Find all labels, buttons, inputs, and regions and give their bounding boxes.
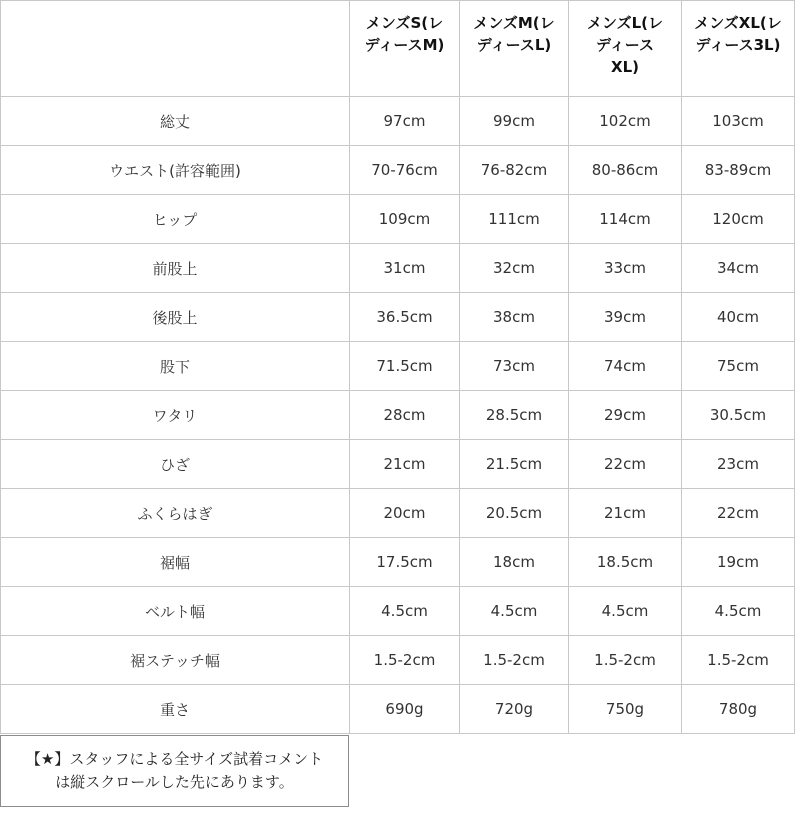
measurement-value: 20cm [350,489,460,538]
measurement-value: 4.5cm [682,587,795,636]
measurement-value: 111cm [460,195,569,244]
measurement-value: 1.5-2cm [682,636,795,685]
measurement-value: 70-76cm [350,146,460,195]
measurement-label: 重さ [1,685,350,734]
size-column-header [569,1,682,97]
measurement-label: ベルト幅 [1,587,350,636]
measurement-value: 1.5-2cm [569,636,682,685]
measurement-value: 18.5cm [569,538,682,587]
size-column-header [350,1,460,97]
measurement-value: 40cm [682,293,795,342]
measurement-value: 20.5cm [460,489,569,538]
measurement-label: 総丈 [1,97,350,146]
size-column-header-line: ディース [595,36,655,54]
measurement-value: 29cm [569,391,682,440]
note-line-1: 【★】スタッフによる全サイズ試着コメント [25,750,324,768]
measurement-value: 19cm [682,538,795,587]
measurement-value: 1.5-2cm [350,636,460,685]
size-column-header [682,1,795,97]
table-row [1,587,795,636]
measurement-value: 73cm [460,342,569,391]
measurement-value: 103cm [682,97,795,146]
table-row [1,636,795,685]
table-row [1,391,795,440]
measurement-value: 99cm [460,97,569,146]
table-row [1,538,795,587]
measurement-value: 22cm [682,489,795,538]
measurement-value: 28cm [350,391,460,440]
table-row [1,489,795,538]
table-row [1,685,795,734]
table-row [1,146,795,195]
measurement-value: 114cm [569,195,682,244]
header-row [1,1,795,97]
measurement-value: 102cm [569,97,682,146]
measurement-value: 17.5cm [350,538,460,587]
measurement-value: 71.5cm [350,342,460,391]
measurement-value: 4.5cm [350,587,460,636]
measurement-value: 720g [460,685,569,734]
table-row [1,293,795,342]
size-column-header-line: メンズS(レ [365,14,444,32]
measurement-label: 前股上 [1,244,350,293]
measurement-value: 109cm [350,195,460,244]
size-column-header-line: ディースL) [476,36,552,54]
measurement-value: 33cm [569,244,682,293]
measurement-label: 後股上 [1,293,350,342]
measurement-value: 30.5cm [682,391,795,440]
measurement-value: 97cm [350,97,460,146]
size-chart-body [1,97,795,734]
measurement-label: ワタリ [1,391,350,440]
measurement-value: 76-82cm [460,146,569,195]
measurement-value: 690g [350,685,460,734]
table-row [1,195,795,244]
measurement-label: 股下 [1,342,350,391]
size-column-header-line: ディースM) [364,36,445,54]
measurement-value: 38cm [460,293,569,342]
measurement-value: 28.5cm [460,391,569,440]
measurement-value: 23cm [682,440,795,489]
table-row [1,97,795,146]
size-column-header-line: メンズL(レ [587,14,663,32]
measurement-value: 22cm [569,440,682,489]
table-row [1,244,795,293]
measurement-value: 80-86cm [569,146,682,195]
size-chart-header [1,1,795,97]
measurement-value: 4.5cm [569,587,682,636]
measurement-value: 74cm [569,342,682,391]
measurement-value: 4.5cm [460,587,569,636]
measurement-value: 34cm [682,244,795,293]
measurement-value: 83-89cm [682,146,795,195]
measurement-label: ヒップ [1,195,350,244]
measurement-value: 21cm [569,489,682,538]
measurement-value: 750g [569,685,682,734]
measurement-label: ふくらはぎ [1,489,350,538]
staff-comment-note [0,735,349,807]
measurement-label: 裾幅 [1,538,350,587]
measurement-label: ウエスト(許容範囲) [1,146,350,195]
measurement-value: 1.5-2cm [460,636,569,685]
measurement-label: ひざ [1,440,350,489]
measurement-value: 36.5cm [350,293,460,342]
table-row [1,342,795,391]
measurement-value: 32cm [460,244,569,293]
size-column-header-line: メンズXL(レ [694,14,782,32]
size-column-header-line: XL) [611,58,639,76]
note-line-2: は縦スクロールした先にあります。 [55,773,294,791]
measurement-value: 21cm [350,440,460,489]
measurement-value: 780g [682,685,795,734]
header-corner-cell [1,1,350,97]
size-column-header-line: ディース3L) [695,36,781,54]
measurement-value: 120cm [682,195,795,244]
measurement-value: 21.5cm [460,440,569,489]
measurement-value: 75cm [682,342,795,391]
measurement-value: 39cm [569,293,682,342]
measurement-value: 31cm [350,244,460,293]
table-row [1,440,795,489]
measurement-value: 18cm [460,538,569,587]
size-column-header [460,1,569,97]
size-column-header-line: メンズM(レ [473,14,555,32]
measurement-label: 裾ステッチ幅 [1,636,350,685]
